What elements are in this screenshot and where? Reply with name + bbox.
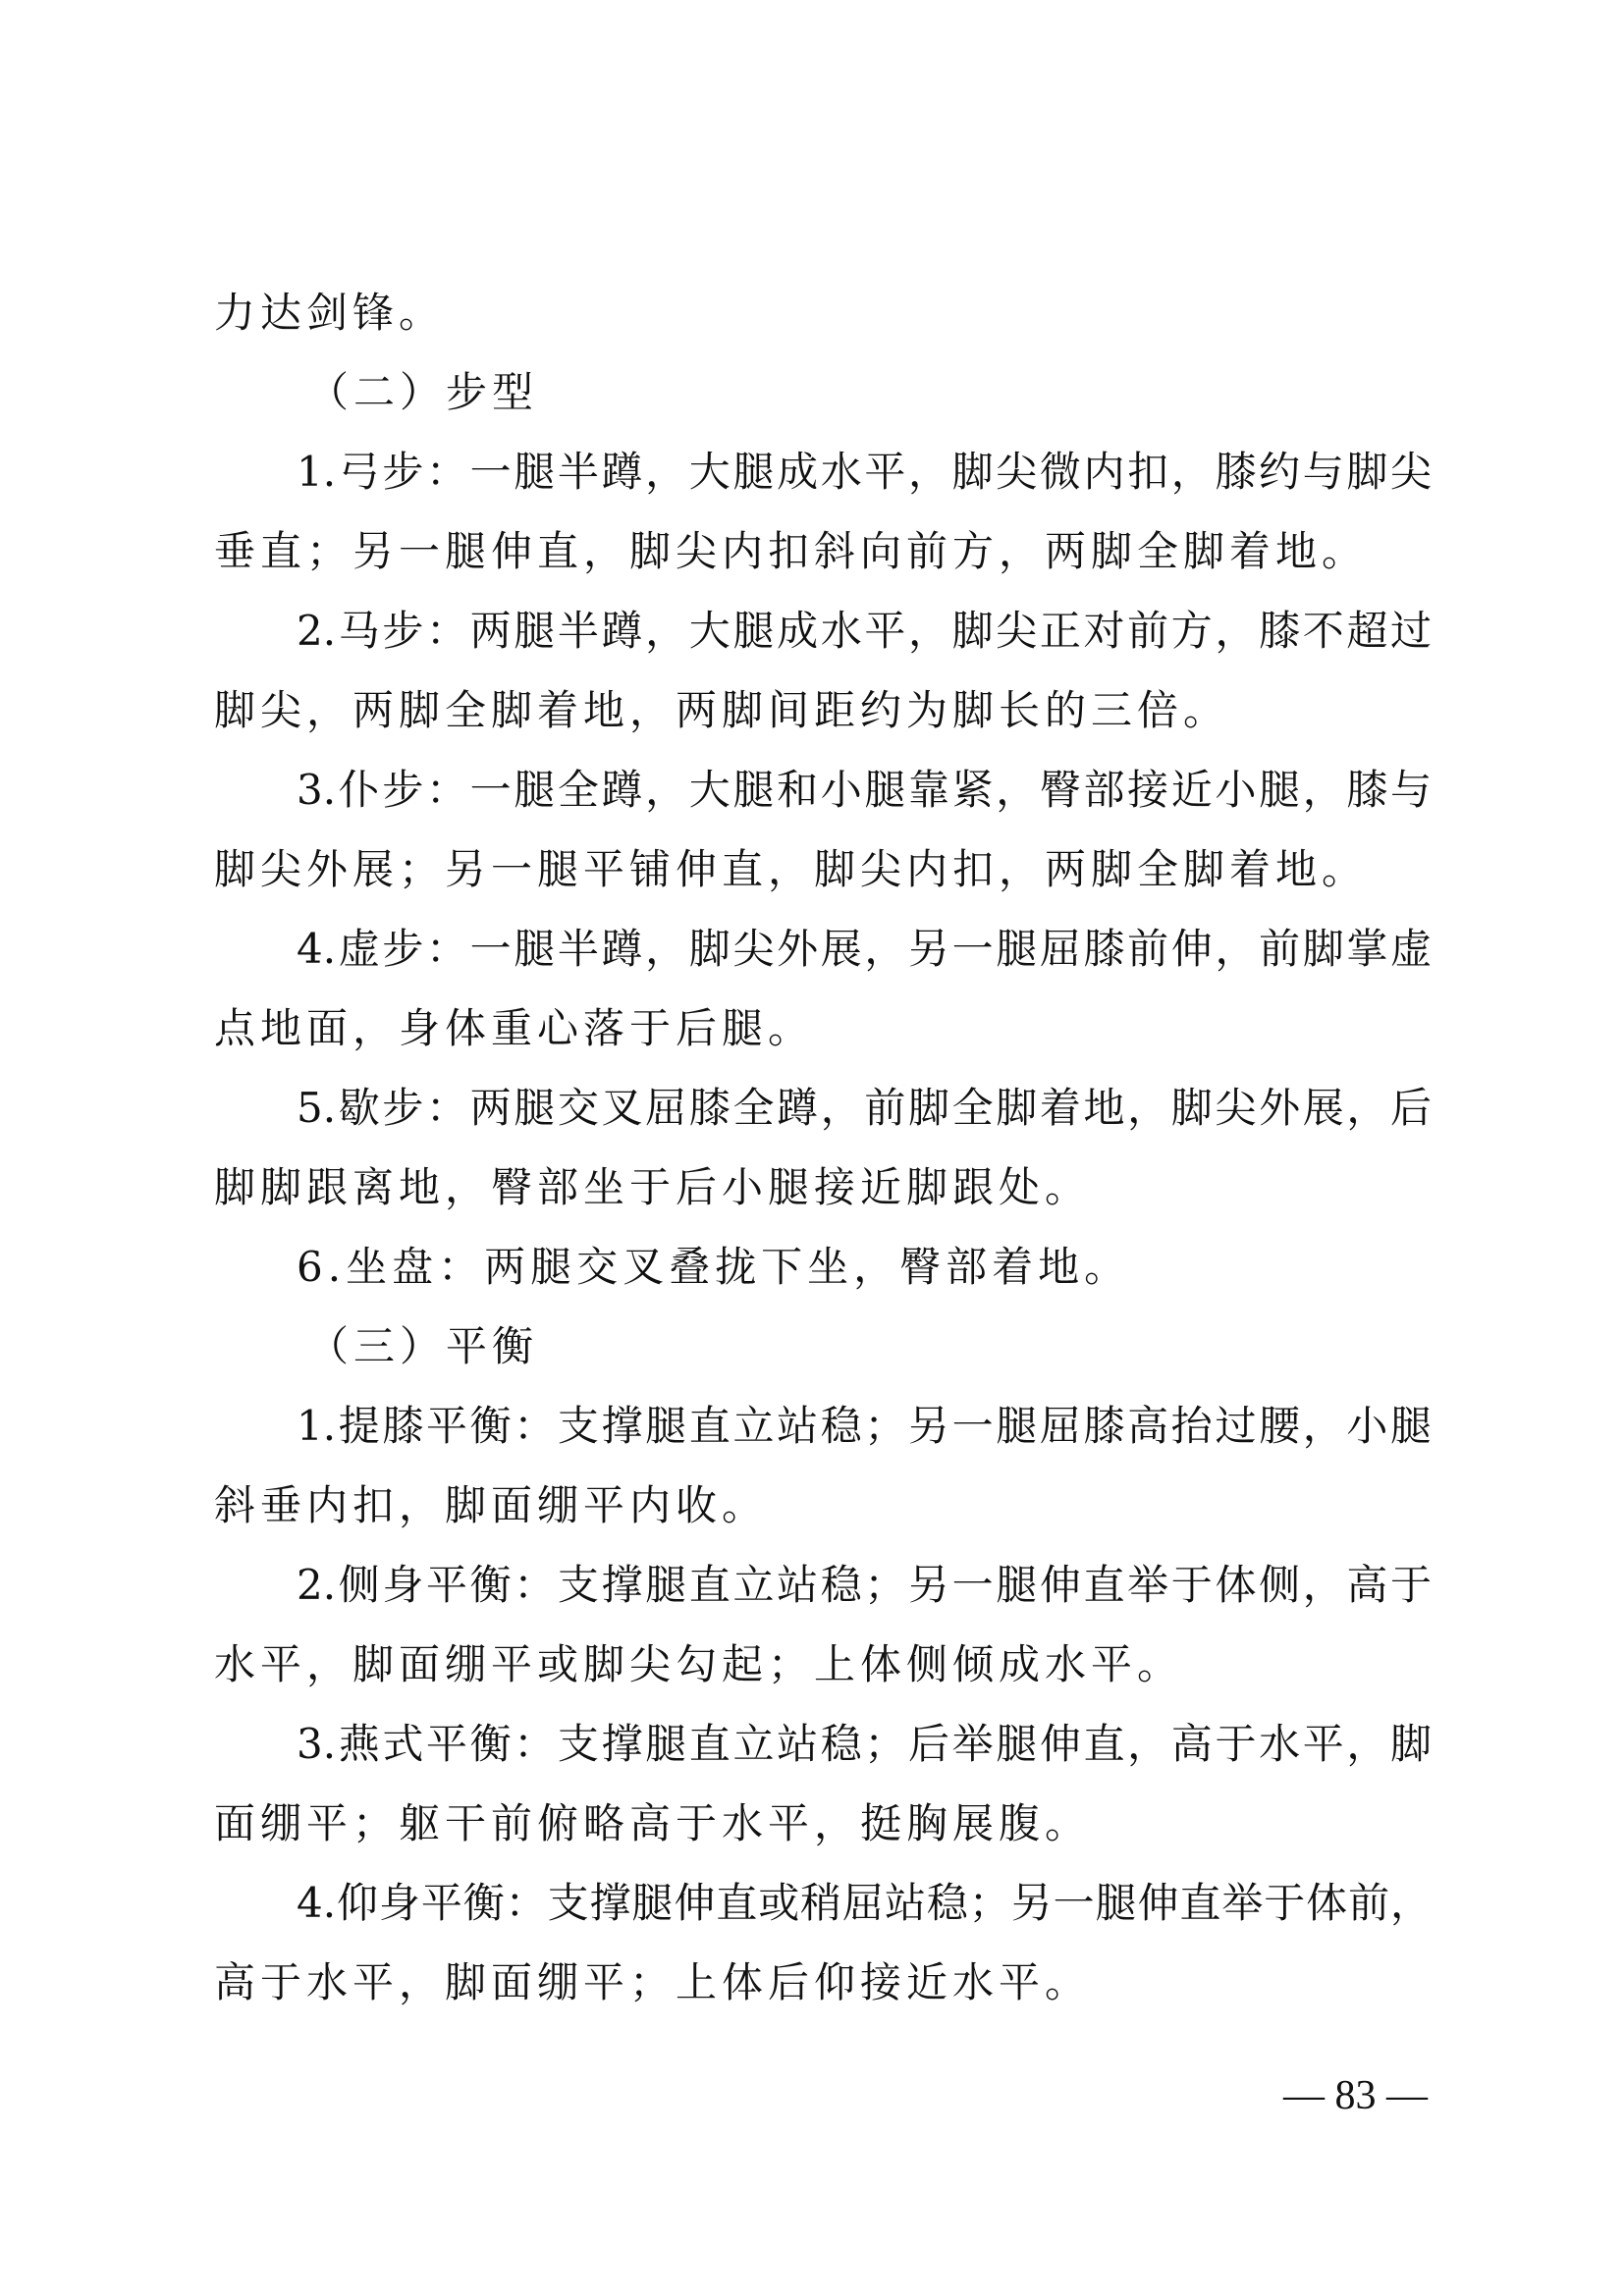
text-line: 1.提膝平衡：支撑腿直立站稳；另一腿屈膝高抬过腰，小腿 bbox=[297, 1402, 1432, 1450]
text-line: 水平，脚面绷平或脚尖勾起；上体侧倾成水平。 bbox=[214, 1640, 1184, 1688]
section-heading-balance: （三）平衡 bbox=[307, 1322, 539, 1370]
text-line: 4.虚步：一腿半蹲，脚尖外展，另一腿屈膝前伸，前脚掌虚 bbox=[297, 925, 1432, 973]
text-line: 脚尖，两脚全脚着地，两脚间距约为脚长的三倍。 bbox=[214, 686, 1230, 734]
text-line: 力达剑锋。 bbox=[214, 289, 446, 337]
page-number: — 83 — bbox=[1283, 2073, 1428, 2118]
section-heading-step-forms: （二）步型 bbox=[307, 368, 539, 416]
text-line: 斜垂内扣，脚面绷平内收。 bbox=[214, 1481, 769, 1529]
text-line: 4.仰身平衡：支撑腿伸直或稍屈站稳；另一腿伸直举于体前， bbox=[297, 1879, 1432, 1927]
text-line: 1.弓步：一腿半蹲，大腿成水平，脚尖微内扣，膝约与脚尖 bbox=[297, 448, 1432, 496]
text-line: 点地面，身体重心落于后腿。 bbox=[214, 1004, 815, 1052]
document-body bbox=[214, 273, 1432, 2022]
text-line: 高于水平，脚面绷平；上体后仰接近水平。 bbox=[214, 1958, 1092, 2006]
text-line: 垂直；另一腿伸直，脚尖内扣斜向前方，两脚全脚着地。 bbox=[214, 527, 1369, 575]
text-line: 2.侧身平衡：支撑腿直立站稳；另一腿伸直举于体侧，高于 bbox=[297, 1561, 1432, 1609]
text-line: 面绷平；躯干前俯略高于水平，挺胸展腹。 bbox=[214, 1799, 1092, 1847]
text-line: 5.歇步：两腿交叉屈膝全蹲，前脚全脚着地，脚尖外展，后 bbox=[297, 1084, 1432, 1132]
text-line: 3.仆步：一腿全蹲，大腿和小腿靠紧，臀部接近小腿，膝与 bbox=[297, 766, 1432, 814]
text-line: 3.燕式平衡：支撑腿直立站稳；后举腿伸直，高于水平，脚 bbox=[297, 1720, 1432, 1768]
text-line: 脚脚跟离地，臀部坐于后小腿接近脚跟处。 bbox=[214, 1163, 1092, 1211]
text-line: 6.坐盘：两腿交叉叠拢下坐，臀部着地。 bbox=[297, 1243, 1131, 1291]
text-line: 2.马步：两腿半蹲，大腿成水平，脚尖正对前方，膝不超过 bbox=[297, 607, 1432, 655]
text-line: 脚尖外展；另一腿平铺伸直，脚尖内扣，两脚全脚着地。 bbox=[214, 845, 1369, 893]
